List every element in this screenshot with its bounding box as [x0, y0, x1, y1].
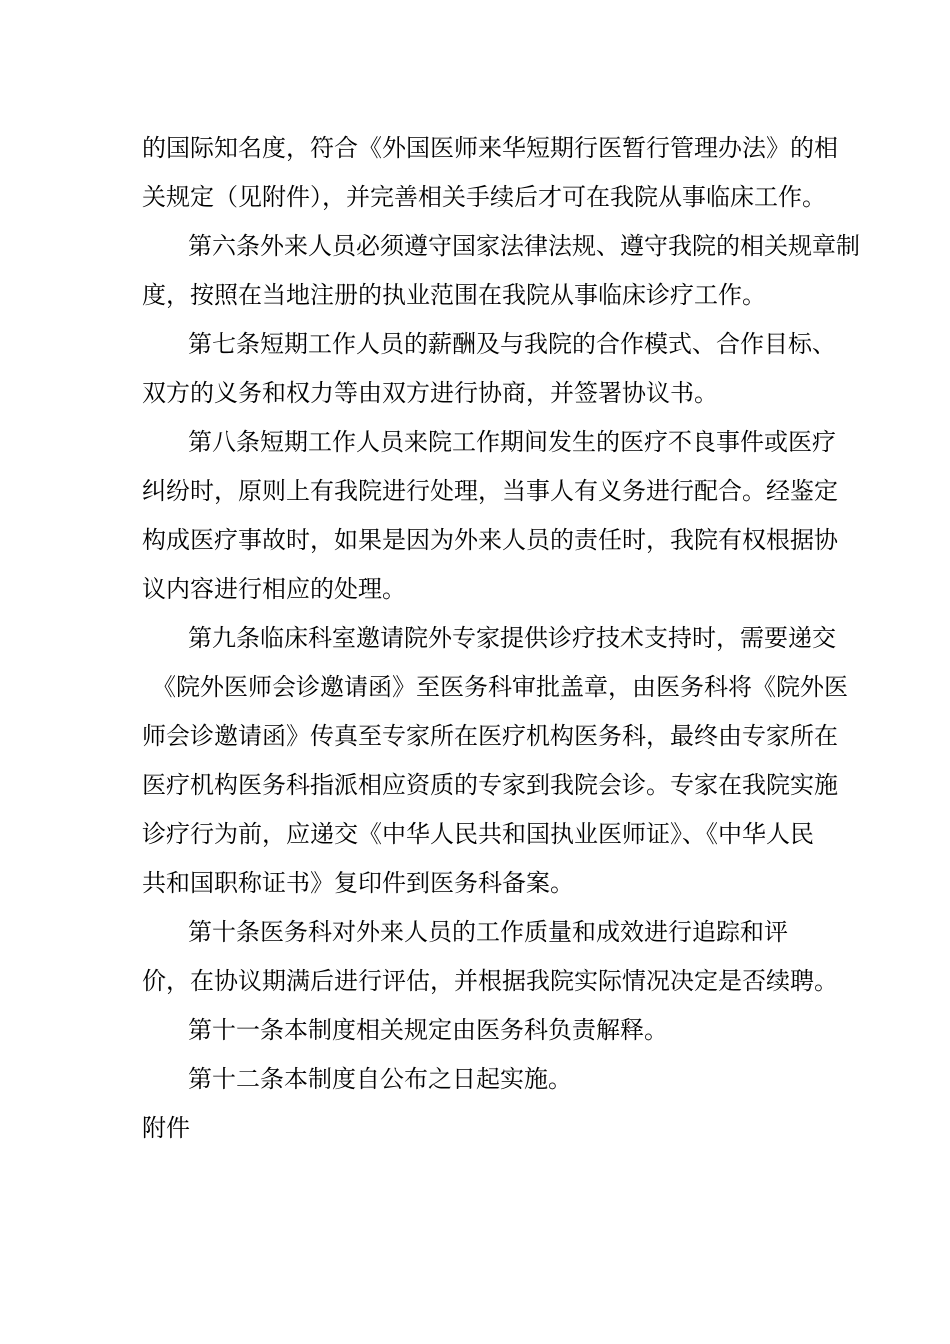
article-7-line: 第七条短期工作人员的薪酬及与我院的合作模式、合作目标、 — [188, 330, 836, 358]
text-line: 《院外医师会诊邀请函》至医务科审批盖章，由医务科将《院外医 — [152, 673, 848, 701]
text-line: 构成医疗事故时，如果是因为外来人员的责任时，我院有权根据协 — [142, 526, 838, 554]
article-6-line: 第六条外来人员必须遵守国家法律法规、遵守我院的相关规章制 — [188, 232, 860, 260]
text-line: 度，按照在当地注册的执业范围在我院从事临床诊疗工作。 — [142, 281, 766, 309]
article-9-line: 第九条临床科室邀请院外专家提供诊疗技术支持时，需要递交 — [188, 624, 836, 652]
text-line: 纠纷时，原则上有我院进行处理，当事人有义务进行配合。经鉴定 — [142, 477, 838, 505]
text-line: 议内容进行相应的处理。 — [142, 575, 406, 603]
text-line: 双方的义务和权力等由双方进行协商，并签署协议书。 — [142, 379, 718, 407]
article-11-line: 第十一条本制度相关规定由医务科负责解释。 — [188, 1016, 668, 1044]
text-line: 师会诊邀请函》传真至专家所在医疗机构医务科，最终由专家所在 — [142, 722, 838, 750]
text-line: 关规定（见附件），并完善相关手续后才可在我院从事临床工作。 — [142, 183, 826, 211]
article-10-line: 第十条医务科对外来人员的工作质量和成效进行追踪和评 — [188, 918, 788, 946]
text-line: 医疗机构医务科指派相应资质的专家到我院会诊。专家在我院实施 — [142, 771, 838, 799]
text-line: 价，在协议期满后进行评估，并根据我院实际情况决定是否续聘。 — [142, 967, 838, 995]
article-12-line: 第十二条本制度自公布之日起实施。 — [188, 1065, 572, 1093]
text-line: 的国际知名度，符合《外国医师来华短期行医暂行管理办法》的相 — [142, 134, 838, 162]
attachment-label: 附件 — [142, 1114, 190, 1142]
text-line: 诊疗行为前，应递交《中华人民共和国执业医师证》、《中华人民 — [142, 820, 814, 848]
text-line: 共和国职称证书》复印件到医务科备案。 — [142, 869, 574, 897]
article-8-line: 第八条短期工作人员来院工作期间发生的医疗不良事件或医疗 — [188, 428, 836, 456]
